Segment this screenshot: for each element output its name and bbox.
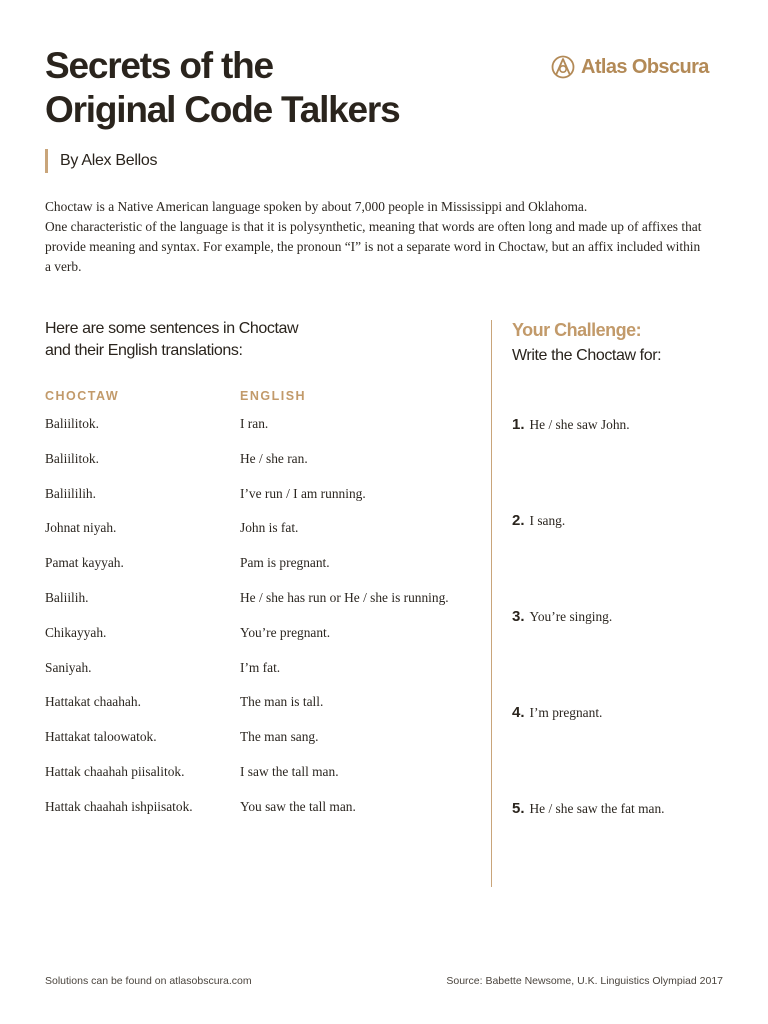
challenge-item-text: I’m pregnant. [529,705,603,720]
challenge-item [512,608,612,630]
choctaw-cell: Baliilitok. [45,450,99,466]
table-row [45,762,485,797]
footer-solutions-note: Solutions can be found on atlasobscura.com [45,975,252,987]
english-cell: You’re pregnant. [240,624,331,640]
table-row [45,588,485,623]
column-header-choctaw: CHOCTAW [45,389,120,403]
english-cell: I ran. [240,416,269,431]
english-cell: The man sang. [240,729,319,745]
choctaw-cell: Baliilih. [45,589,89,605]
logo-text: Atlas Obscura [581,55,709,78]
english-cell: John is fat. [240,520,299,536]
challenge-item [512,704,602,726]
page-title [45,44,400,132]
table-row [45,414,485,449]
english-cell: I’m fat. [240,659,281,675]
choctaw-cell: Hattakat taloowatok. [45,729,157,745]
table-row [45,658,485,693]
column-divider [491,320,492,887]
footer-source: Source: Babette Newsome, U.K. Linguistics Olympiad 2017 [446,975,723,987]
english-cell: He / she ran. [240,450,308,466]
challenge-item-text: He / she saw the fat man. [529,801,665,816]
challenge-item-text: You’re singing. [529,609,613,624]
table-row [45,518,485,553]
table-row [45,623,485,658]
english-cell: I’ve run / I am running. [240,485,366,501]
title-line-1: Secrets of the [45,45,273,86]
intro-paragraph: Choctaw is a Native American language spoken by about 7,000 people in Mississippi and Oklahoma. [45,199,588,214]
challenge-item [512,416,630,438]
challenge-item-number: 1. [512,416,525,433]
choctaw-cell: Johnat niyah. [45,520,117,536]
intro-paragraph: One characteristic of the language is that it is polysynthetic, meaning that words are often long and made up of affixes that provide meaning and syntax. For example, the pronoun “I” is not a separate word in Choctaw, but an affix included within a verb. [45,219,702,274]
table-row [45,692,485,727]
challenge-item-number: 3. [512,608,525,625]
table-row [45,484,485,519]
challenge-item-text: I sang. [529,513,566,528]
challenge-item [512,512,565,534]
challenge-item-number: 5. [512,800,525,817]
choctaw-cell: Saniyah. [45,659,92,675]
sentence-table [45,414,485,832]
challenge-subtitle: Write the Choctaw for: [512,347,662,364]
atlas-obscura-logo-icon [551,54,575,80]
challenge-item-text: He / she saw John. [529,417,630,432]
sentences-heading-line-2: and their English translations: [45,342,243,359]
english-cell: I saw the tall man. [240,763,339,779]
english-cell: Pam is pregnant. [240,555,330,571]
sentences-heading-line-1: Here are some sentences in Choctaw [45,320,299,337]
english-cell: The man is tall. [240,694,324,710]
challenge-title: Your Challenge: [512,320,642,340]
challenge-item-number: 4. [512,704,525,721]
table-row [45,797,485,832]
choctaw-cell: Baliilitok. [45,416,99,431]
choctaw-cell: Hattakat chaahah. [45,694,141,710]
sentences-heading [45,318,365,362]
column-header-english: ENGLISH [240,389,307,403]
table-row [45,553,485,588]
choctaw-cell: Hattak chaahah ishpiisatok. [45,798,193,814]
table-row [45,727,485,762]
choctaw-cell: Baliililih. [45,485,96,501]
challenge-item-number: 2. [512,512,525,529]
choctaw-cell: Pamat kayyah. [45,555,124,571]
challenge-item [512,800,665,822]
choctaw-cell: Hattak chaahah piisalitok. [45,763,185,779]
english-cell: You saw the tall man. [240,798,356,814]
english-cell: He / she has run or He / she is running. [240,589,449,605]
byline: By Alex Bellos [45,149,157,173]
choctaw-cell: Chikayyah. [45,624,107,640]
atlas-obscura-logo[interactable] [551,52,709,82]
title-line-2: Original Code Talkers [45,89,400,130]
table-row [45,449,485,484]
intro-text [45,197,705,277]
